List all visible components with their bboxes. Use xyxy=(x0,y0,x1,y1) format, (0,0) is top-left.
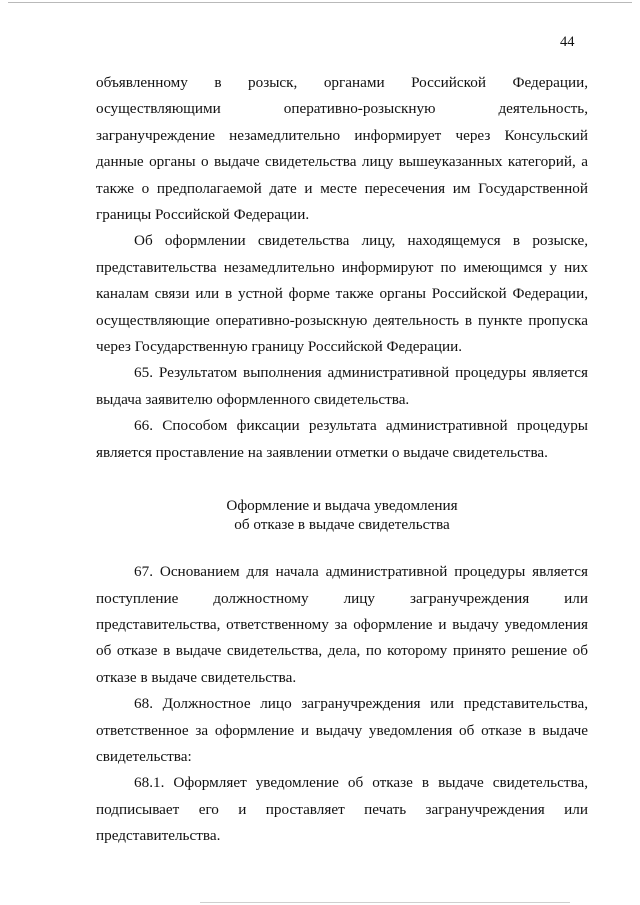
paragraph-68: 68. Должностное лицо загранучреждения или представительства, ответственное за оформление и выдачу уведомления об отказе в выдаче свидетельства: xyxy=(96,695,588,765)
paragraph-search-notification: Об оформлении свидетельства лицу, находящемуся в розыске, представительства незамедлительно информируют по имеющимся у них каналам связи или в устной форме также органы Российской Федерации, осуществляющие оперативно-розыскную деятельность в пункте пропуска через Государственную границу Российской Федерации. xyxy=(96,232,588,356)
paragraph-66: 66. Способом фиксации результата административной процедуры является проставление на заявлении отметки о выдаче свидетельства. xyxy=(96,417,588,461)
section-spacer xyxy=(96,534,588,559)
paragraph-continuation: объявленному в розыск, органами Российской Федерации, осуществляющими оперативно-розыскную деятельность, загранучреждение незамедлительно информирует через Консульский данные органы о выдаче свидетельства лицу вышеуказанных категорий, а также о предполагаемой дате и месте пересечения им Государственной границы Российской Федерации. xyxy=(96,74,588,224)
paragraph-68-1: 68.1. Оформляет уведомление об отказе в выдаче свидетельства, подписывает его и проставляет печать загранучреждения или представительства. xyxy=(96,774,588,845)
section-spacer xyxy=(96,466,588,496)
section-heading xyxy=(96,496,588,534)
section-heading-line-1: Оформление и выдача уведомления xyxy=(226,497,458,515)
section-heading-line-2: об отказе в выдаче свидетельства xyxy=(234,516,450,534)
page-top-edge xyxy=(8,2,632,3)
paragraph-65: 65. Результатом выполнения административной процедуры является выдача заявителю оформленного свидетельства. xyxy=(96,364,588,408)
document-body xyxy=(96,70,588,850)
page-bottom-edge xyxy=(200,902,570,903)
page-number: 44 xyxy=(560,34,575,50)
paragraph-67: 67. Основанием для начала административной процедуры является поступление должностному лицу загранучреждения или представительства, ответственному за оформление и выдачу уведомления об отказе в выдаче свидетельства, дела, по которому принято решение об отказе в выдаче свидетельства. xyxy=(96,563,588,686)
